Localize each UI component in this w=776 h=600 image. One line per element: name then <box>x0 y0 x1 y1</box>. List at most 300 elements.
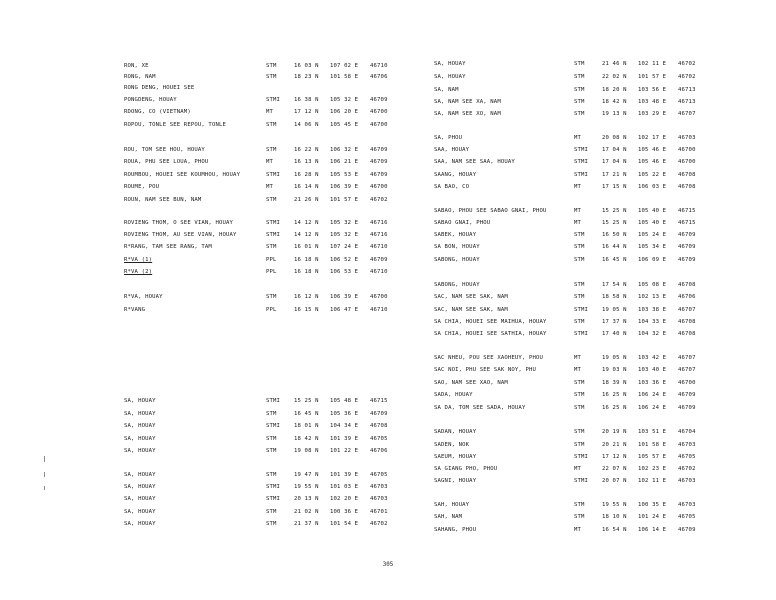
sheet-number: 46708 <box>678 184 696 190</box>
sheet-number: 46700 <box>678 380 696 386</box>
place-name: ROUMBOU, HOUEI SEE KOUMHOU, HOUAY <box>124 172 241 178</box>
sheet-number: 46706 <box>678 294 696 300</box>
sheet-number: 46705 <box>370 472 388 478</box>
place-name: SAO, NAM SEE XAO, NAM <box>434 380 508 386</box>
latitude: 17 15 N <box>602 184 627 190</box>
latitude: 18 42 N <box>602 99 627 105</box>
place-name: SAC, NAM SEE SAK, NAM <box>434 294 508 300</box>
sheet-number: 46703 <box>678 478 696 484</box>
longitude: 104 32 E <box>638 331 667 337</box>
latitude: 21 46 N <box>602 61 627 67</box>
sheet-number: 46709 <box>678 257 696 263</box>
longitude: 107 02 E <box>330 63 359 69</box>
latitude: 17 54 N <box>602 282 627 288</box>
place-name: SAA, HOUAY <box>434 147 470 153</box>
longitude: 101 03 E <box>330 484 359 490</box>
feature-code: STM <box>574 380 585 386</box>
latitude: 17 21 N <box>602 172 627 178</box>
sheet-number: 46716 <box>370 220 388 226</box>
longitude: 105 08 E <box>638 282 667 288</box>
latitude: 19 05 N <box>602 355 627 361</box>
feature-code: STMI <box>266 220 281 226</box>
latitude: 15 25 N <box>602 220 627 226</box>
place-name: RON, XE <box>124 63 149 69</box>
longitude: 102 23 E <box>638 466 667 472</box>
latitude: 19 05 N <box>602 307 627 313</box>
feature-code: MT <box>266 109 274 115</box>
sheet-number: 46709 <box>678 527 696 533</box>
place-name: ROVIENG THOM, AU SEE VIAN, HOUAY <box>124 232 237 238</box>
latitude: 19 55 N <box>602 502 627 508</box>
place-name: R*VA (1) <box>124 257 153 263</box>
feature-code: STM <box>574 282 585 288</box>
feature-code: STMI <box>266 496 281 502</box>
place-name: SA CHIA, HOUEI SEE MAIHUA, HOUAY <box>434 319 547 325</box>
sheet-number: 46703 <box>678 442 696 448</box>
longitude: 103 29 E <box>638 111 667 117</box>
place-name: SABONG, HOUAY <box>434 257 480 263</box>
feature-code: STM <box>574 87 585 93</box>
longitude: 105 32 E <box>330 97 359 103</box>
sheet-number: 46708 <box>678 331 696 337</box>
sheet-number: 46700 <box>678 159 696 165</box>
longitude: 106 39 E <box>330 294 359 300</box>
place-name: SAC NOI, PHU SEE SAK NOY, PHU <box>434 367 537 373</box>
feature-code: STM <box>266 411 277 417</box>
place-name: R*VA (2) <box>124 269 153 275</box>
latitude: 16 45 N <box>294 411 319 417</box>
longitude: 105 46 E <box>638 159 667 165</box>
sheet-number: 46715 <box>678 208 696 214</box>
latitude: 16 01 N <box>294 244 319 250</box>
longitude: 106 47 E <box>330 307 359 313</box>
sheet-number: 46707 <box>678 111 696 117</box>
longitude: 105 53 E <box>330 172 359 178</box>
longitude: 102 17 E <box>638 135 667 141</box>
place-name: SA, HOUAY <box>124 436 156 442</box>
feature-code: STM <box>574 111 585 117</box>
margin-mark <box>44 456 45 462</box>
feature-code: STM <box>266 74 277 80</box>
sheet-number: 46707 <box>678 307 696 313</box>
place-name: SABONG, HOUAY <box>434 282 480 288</box>
place-name: SA, HOUAY <box>124 448 156 454</box>
feature-code: STM <box>266 448 277 454</box>
feature-code: STM <box>574 429 585 435</box>
feature-code: STM <box>574 99 585 105</box>
longitude: 101 57 E <box>638 74 667 80</box>
latitude: 16 54 N <box>602 527 627 533</box>
sheet-number: 46700 <box>370 184 388 190</box>
place-name: ROU, TOM SEE HOU, HOUAY <box>124 147 205 153</box>
feature-code: STM <box>266 122 277 128</box>
longitude: 104 34 E <box>330 423 359 429</box>
place-name: SA, HOUAY <box>124 411 156 417</box>
longitude: 103 36 E <box>638 380 667 386</box>
sheet-number: 46709 <box>370 411 388 417</box>
sheet-number: 46713 <box>678 87 696 93</box>
sheet-number: 46702 <box>678 466 696 472</box>
place-name: RONG, NAM <box>124 74 156 80</box>
place-name: SA, HOUAY <box>124 496 156 502</box>
feature-code: STM <box>574 61 585 67</box>
latitude: 20 19 N <box>602 429 627 435</box>
feature-code: STM <box>574 232 585 238</box>
feature-code: MT <box>574 527 582 533</box>
latitude: 16 50 N <box>602 232 627 238</box>
sheet-number: 46705 <box>678 454 696 460</box>
latitude: 15 25 N <box>602 208 627 214</box>
longitude: 106 14 E <box>638 527 667 533</box>
sheet-number: 46703 <box>678 135 696 141</box>
sheet-number: 46708 <box>678 282 696 288</box>
latitude: 20 08 N <box>602 135 627 141</box>
feature-code: STM <box>266 294 277 300</box>
feature-code: STMI <box>574 331 589 337</box>
feature-code: STMI <box>266 398 281 404</box>
latitude: 22 07 N <box>602 466 627 472</box>
latitude: 22 02 N <box>602 74 627 80</box>
feature-code: STM <box>574 319 585 325</box>
sheet-number: 46700 <box>370 122 388 128</box>
longitude: 106 32 E <box>330 147 359 153</box>
longitude: 105 22 E <box>638 172 667 178</box>
latitude: 19 03 N <box>602 367 627 373</box>
latitude: 16 45 N <box>602 257 627 263</box>
longitude: 103 56 E <box>638 87 667 93</box>
longitude: 106 24 E <box>638 392 667 398</box>
feature-code: MT <box>574 355 582 361</box>
latitude: 15 25 N <box>294 398 319 404</box>
feature-code: STM <box>574 257 585 263</box>
feature-code: MT <box>574 367 582 373</box>
longitude: 105 46 E <box>638 147 667 153</box>
latitude: 16 18 N <box>294 257 319 263</box>
longitude: 105 32 E <box>330 220 359 226</box>
place-name: SAHANG, PHOU <box>434 527 477 533</box>
latitude: 17 37 N <box>602 319 627 325</box>
place-name: SAH, HOUAY <box>434 502 470 508</box>
latitude: 19 47 N <box>294 472 319 478</box>
latitude: 16 15 N <box>294 307 319 313</box>
place-name: ROUA, PHU SEE LOUA, PHOU <box>124 159 209 165</box>
place-name: SA, HOUAY <box>434 61 466 67</box>
longitude: 101 54 E <box>330 521 359 527</box>
sheet-number: 46702 <box>370 197 388 203</box>
longitude: 105 32 E <box>330 232 359 238</box>
longitude: 106 21 E <box>330 159 359 165</box>
feature-code: STM <box>574 244 585 250</box>
place-name: SA, HOUAY <box>124 398 156 404</box>
place-name: SA, HOUAY <box>124 509 156 515</box>
place-name: SA, NAM SEE XO, NAM <box>434 111 501 117</box>
latitude: 18 58 N <box>602 294 627 300</box>
place-name: SAEUM, HOUAY <box>434 454 477 460</box>
sheet-number: 46707 <box>678 367 696 373</box>
place-name: SAA, NAM SEE SAA, HOUAY <box>434 159 515 165</box>
place-name: ROVIENG THOM, O SEE VIAN, HOUAY <box>124 220 234 226</box>
longitude: 103 40 E <box>638 367 667 373</box>
longitude: 106 03 E <box>638 184 667 190</box>
feature-code: STM <box>266 197 277 203</box>
feature-code: STMI <box>266 97 281 103</box>
feature-code: STMI <box>266 484 281 490</box>
latitude: 19 13 N <box>602 111 627 117</box>
longitude: 101 22 E <box>330 448 359 454</box>
latitude: 17 12 N <box>294 109 319 115</box>
feature-code: MT <box>266 159 274 165</box>
longitude: 105 57 E <box>638 454 667 460</box>
feature-code: STMI <box>266 423 281 429</box>
longitude: 105 40 E <box>638 208 667 214</box>
feature-code: MT <box>574 466 582 472</box>
latitude: 14 12 N <box>294 232 319 238</box>
place-name: R*VA, HOUAY <box>124 294 163 300</box>
latitude: 19 55 N <box>294 484 319 490</box>
longitude: 106 09 E <box>638 257 667 263</box>
place-name: SA, HOUAY <box>124 521 156 527</box>
longitude: 101 57 E <box>330 197 359 203</box>
longitude: 105 48 E <box>330 398 359 404</box>
latitude: 16 14 N <box>294 184 319 190</box>
page-number: 305 <box>382 562 394 568</box>
longitude: 105 34 E <box>638 244 667 250</box>
latitude: 16 25 N <box>602 392 627 398</box>
sheet-number: 46709 <box>370 172 388 178</box>
feature-code: STM <box>574 502 585 508</box>
feature-code: MT <box>574 220 582 226</box>
latitude: 18 42 N <box>294 436 319 442</box>
feature-code: STMI <box>266 232 281 238</box>
place-name: RONG DENG, HOUEI SEE <box>124 85 195 91</box>
longitude: 102 11 E <box>638 478 667 484</box>
sheet-number: 46710 <box>370 269 388 275</box>
place-name: SADEN, NOK <box>434 442 470 448</box>
sheet-number: 46708 <box>678 319 696 325</box>
latitude: 20 07 N <box>602 478 627 484</box>
longitude: 105 24 E <box>638 232 667 238</box>
place-name: SA, HOUAY <box>124 484 156 490</box>
feature-code: STM <box>266 147 277 153</box>
sheet-number: 46702 <box>370 521 388 527</box>
place-name: SABAO GNAI, PHOU <box>434 220 491 226</box>
latitude: 14 06 N <box>294 122 319 128</box>
feature-code: STMI <box>574 478 589 484</box>
latitude: 16 25 N <box>602 405 627 411</box>
latitude: 20 21 N <box>602 442 627 448</box>
sheet-number: 46716 <box>370 232 388 238</box>
sheet-number: 46704 <box>678 429 696 435</box>
sheet-number: 46709 <box>370 147 388 153</box>
place-name: SAC NHEU, POU SEE XAOHEUY, PHOU <box>434 355 544 361</box>
sheet-number: 46708 <box>370 423 388 429</box>
sheet-number: 46706 <box>370 74 388 80</box>
latitude: 16 13 N <box>294 159 319 165</box>
latitude: 17 40 N <box>602 331 627 337</box>
sheet-number: 46709 <box>370 257 388 263</box>
longitude: 102 11 E <box>638 61 667 67</box>
place-name: SA DA, TOM SEE SADA, HOUAY <box>434 405 526 411</box>
latitude: 16 18 N <box>294 269 319 275</box>
latitude: 21 37 N <box>294 521 319 527</box>
sheet-number: 46710 <box>370 307 388 313</box>
longitude: 100 36 E <box>330 509 359 515</box>
feature-code: STMI <box>266 172 281 178</box>
place-name: SAANG, HOUAY <box>434 172 477 178</box>
latitude: 16 28 N <box>294 172 319 178</box>
feature-code: PPL <box>266 307 277 313</box>
feature-code: STM <box>574 442 585 448</box>
longitude: 100 35 E <box>638 502 667 508</box>
sheet-number: 46709 <box>370 159 388 165</box>
place-name: ROUN, NAM SEE BUN, NAM <box>124 197 202 203</box>
longitude: 101 24 E <box>638 514 667 520</box>
place-name: SA, PHOU <box>434 135 463 141</box>
longitude: 105 36 E <box>330 411 359 417</box>
feature-code: STM <box>574 74 585 80</box>
feature-code: STMI <box>574 172 589 178</box>
latitude: 16 38 N <box>294 97 319 103</box>
feature-code: PPL <box>266 257 277 263</box>
latitude: 16 12 N <box>294 294 319 300</box>
longitude: 101 58 E <box>638 442 667 448</box>
latitude: 18 10 N <box>602 514 627 520</box>
sheet-number: 46710 <box>370 244 388 250</box>
place-name: SADAN, HOUAY <box>434 429 477 435</box>
place-name: SADA, HOUAY <box>434 392 473 398</box>
latitude: 16 44 N <box>602 244 627 250</box>
place-name: SAC, NAM SEE SAK, NAM <box>434 307 508 313</box>
place-name: ROPOU, TONLE SEE REPOU, TONLE <box>124 122 227 128</box>
latitude: 17 04 N <box>602 147 627 153</box>
sheet-number: 46710 <box>370 63 388 69</box>
feature-code: STM <box>574 514 585 520</box>
latitude: 21 02 N <box>294 509 319 515</box>
place-name: SA CHIA, HOUEI SEE SATHIA, HOUAY <box>434 331 547 337</box>
latitude: 16 22 N <box>294 147 319 153</box>
feature-code: STM <box>266 509 277 515</box>
longitude: 107 24 E <box>330 244 359 250</box>
sheet-number: 46703 <box>370 496 388 502</box>
sheet-number: 46701 <box>370 509 388 515</box>
latitude: 19 08 N <box>294 448 319 454</box>
feature-code: STMI <box>574 454 589 460</box>
latitude: 18 39 N <box>602 380 627 386</box>
sheet-number: 46700 <box>370 109 388 115</box>
feature-code: STM <box>574 405 585 411</box>
place-name: SA, HOUAY <box>124 472 156 478</box>
place-name: SA BON, HOUAY <box>434 244 480 250</box>
feature-code: STM <box>266 63 277 69</box>
place-name: SA, NAM SEE XA, NAM <box>434 99 501 105</box>
longitude: 105 45 E <box>330 122 359 128</box>
sheet-number: 46709 <box>678 232 696 238</box>
place-name: SA GIANG PHO, PHOU <box>434 466 498 472</box>
latitude: 21 26 N <box>294 197 319 203</box>
longitude: 101 39 E <box>330 436 359 442</box>
longitude: 106 52 E <box>330 257 359 263</box>
latitude: 14 12 N <box>294 220 319 226</box>
place-name: SA, NAM <box>434 87 459 93</box>
longitude: 106 39 E <box>330 184 359 190</box>
place-name: SA BAO, CO <box>434 184 470 190</box>
latitude: 17 04 N <box>602 159 627 165</box>
margin-mark <box>44 472 45 477</box>
place-name: SA, HOUAY <box>434 74 466 80</box>
latitude: 16 03 N <box>294 63 319 69</box>
longitude: 103 51 E <box>638 429 667 435</box>
sheet-number: 46705 <box>678 514 696 520</box>
feature-code: STM <box>574 294 585 300</box>
feature-code: STMI <box>574 307 589 313</box>
feature-code: PPL <box>266 269 277 275</box>
feature-code: MT <box>266 184 274 190</box>
feature-code: STM <box>266 521 277 527</box>
sheet-number: 46715 <box>678 220 696 226</box>
place-name: R*RANG, TAM SEE RANG, TAM <box>124 244 212 250</box>
sheet-number: 46702 <box>678 61 696 67</box>
latitude: 18 23 N <box>294 74 319 80</box>
longitude: 105 40 E <box>638 220 667 226</box>
place-name: R*VANG <box>124 307 146 313</box>
sheet-number: 46702 <box>678 74 696 80</box>
longitude: 102 20 E <box>330 496 359 502</box>
longitude: 103 48 E <box>638 99 667 105</box>
latitude: 20 13 N <box>294 496 319 502</box>
longitude: 101 58 E <box>330 74 359 80</box>
feature-code: STMI <box>574 147 589 153</box>
latitude: 17 12 N <box>602 454 627 460</box>
sheet-number: 46706 <box>370 448 388 454</box>
feature-code: STM <box>266 244 277 250</box>
place-name: SABEK, HOUAY <box>434 232 477 238</box>
sheet-number: 46708 <box>678 172 696 178</box>
feature-code: MT <box>574 208 582 214</box>
place-name: SA, HOUAY <box>124 423 156 429</box>
margin-mark <box>44 486 45 490</box>
place-name: SABAO, PHOU SEE SABAO GNAI, PHOU <box>434 208 547 214</box>
feature-code: MT <box>574 135 582 141</box>
feature-code: STM <box>266 472 277 478</box>
sheet-number: 46705 <box>370 436 388 442</box>
latitude: 18 20 N <box>602 87 627 93</box>
latitude: 18 01 N <box>294 423 319 429</box>
sheet-number: 46713 <box>678 99 696 105</box>
feature-code: STM <box>266 436 277 442</box>
sheet-number: 46709 <box>678 405 696 411</box>
longitude: 104 33 E <box>638 319 667 325</box>
sheet-number: 46715 <box>370 398 388 404</box>
sheet-number: 46707 <box>678 355 696 361</box>
longitude: 102 13 E <box>638 294 667 300</box>
place-name: SAGNI, HOUAY <box>434 478 477 484</box>
longitude: 103 38 E <box>638 307 667 313</box>
place-name: RDONG, CO (VIETNAM) <box>124 109 191 115</box>
feature-code: STMI <box>574 159 589 165</box>
longitude: 106 53 E <box>330 269 359 275</box>
feature-code: MT <box>574 184 582 190</box>
feature-code: STM <box>574 392 585 398</box>
sheet-number: 46703 <box>370 484 388 490</box>
longitude: 103 42 E <box>638 355 667 361</box>
sheet-number: 46709 <box>370 97 388 103</box>
sheet-number: 46709 <box>678 392 696 398</box>
sheet-number: 46709 <box>678 244 696 250</box>
place-name: ROUME, POU <box>124 184 160 190</box>
sheet-number: 46703 <box>678 502 696 508</box>
place-name: PONGDENG, HOUAY <box>124 97 177 103</box>
longitude: 101 39 E <box>330 472 359 478</box>
